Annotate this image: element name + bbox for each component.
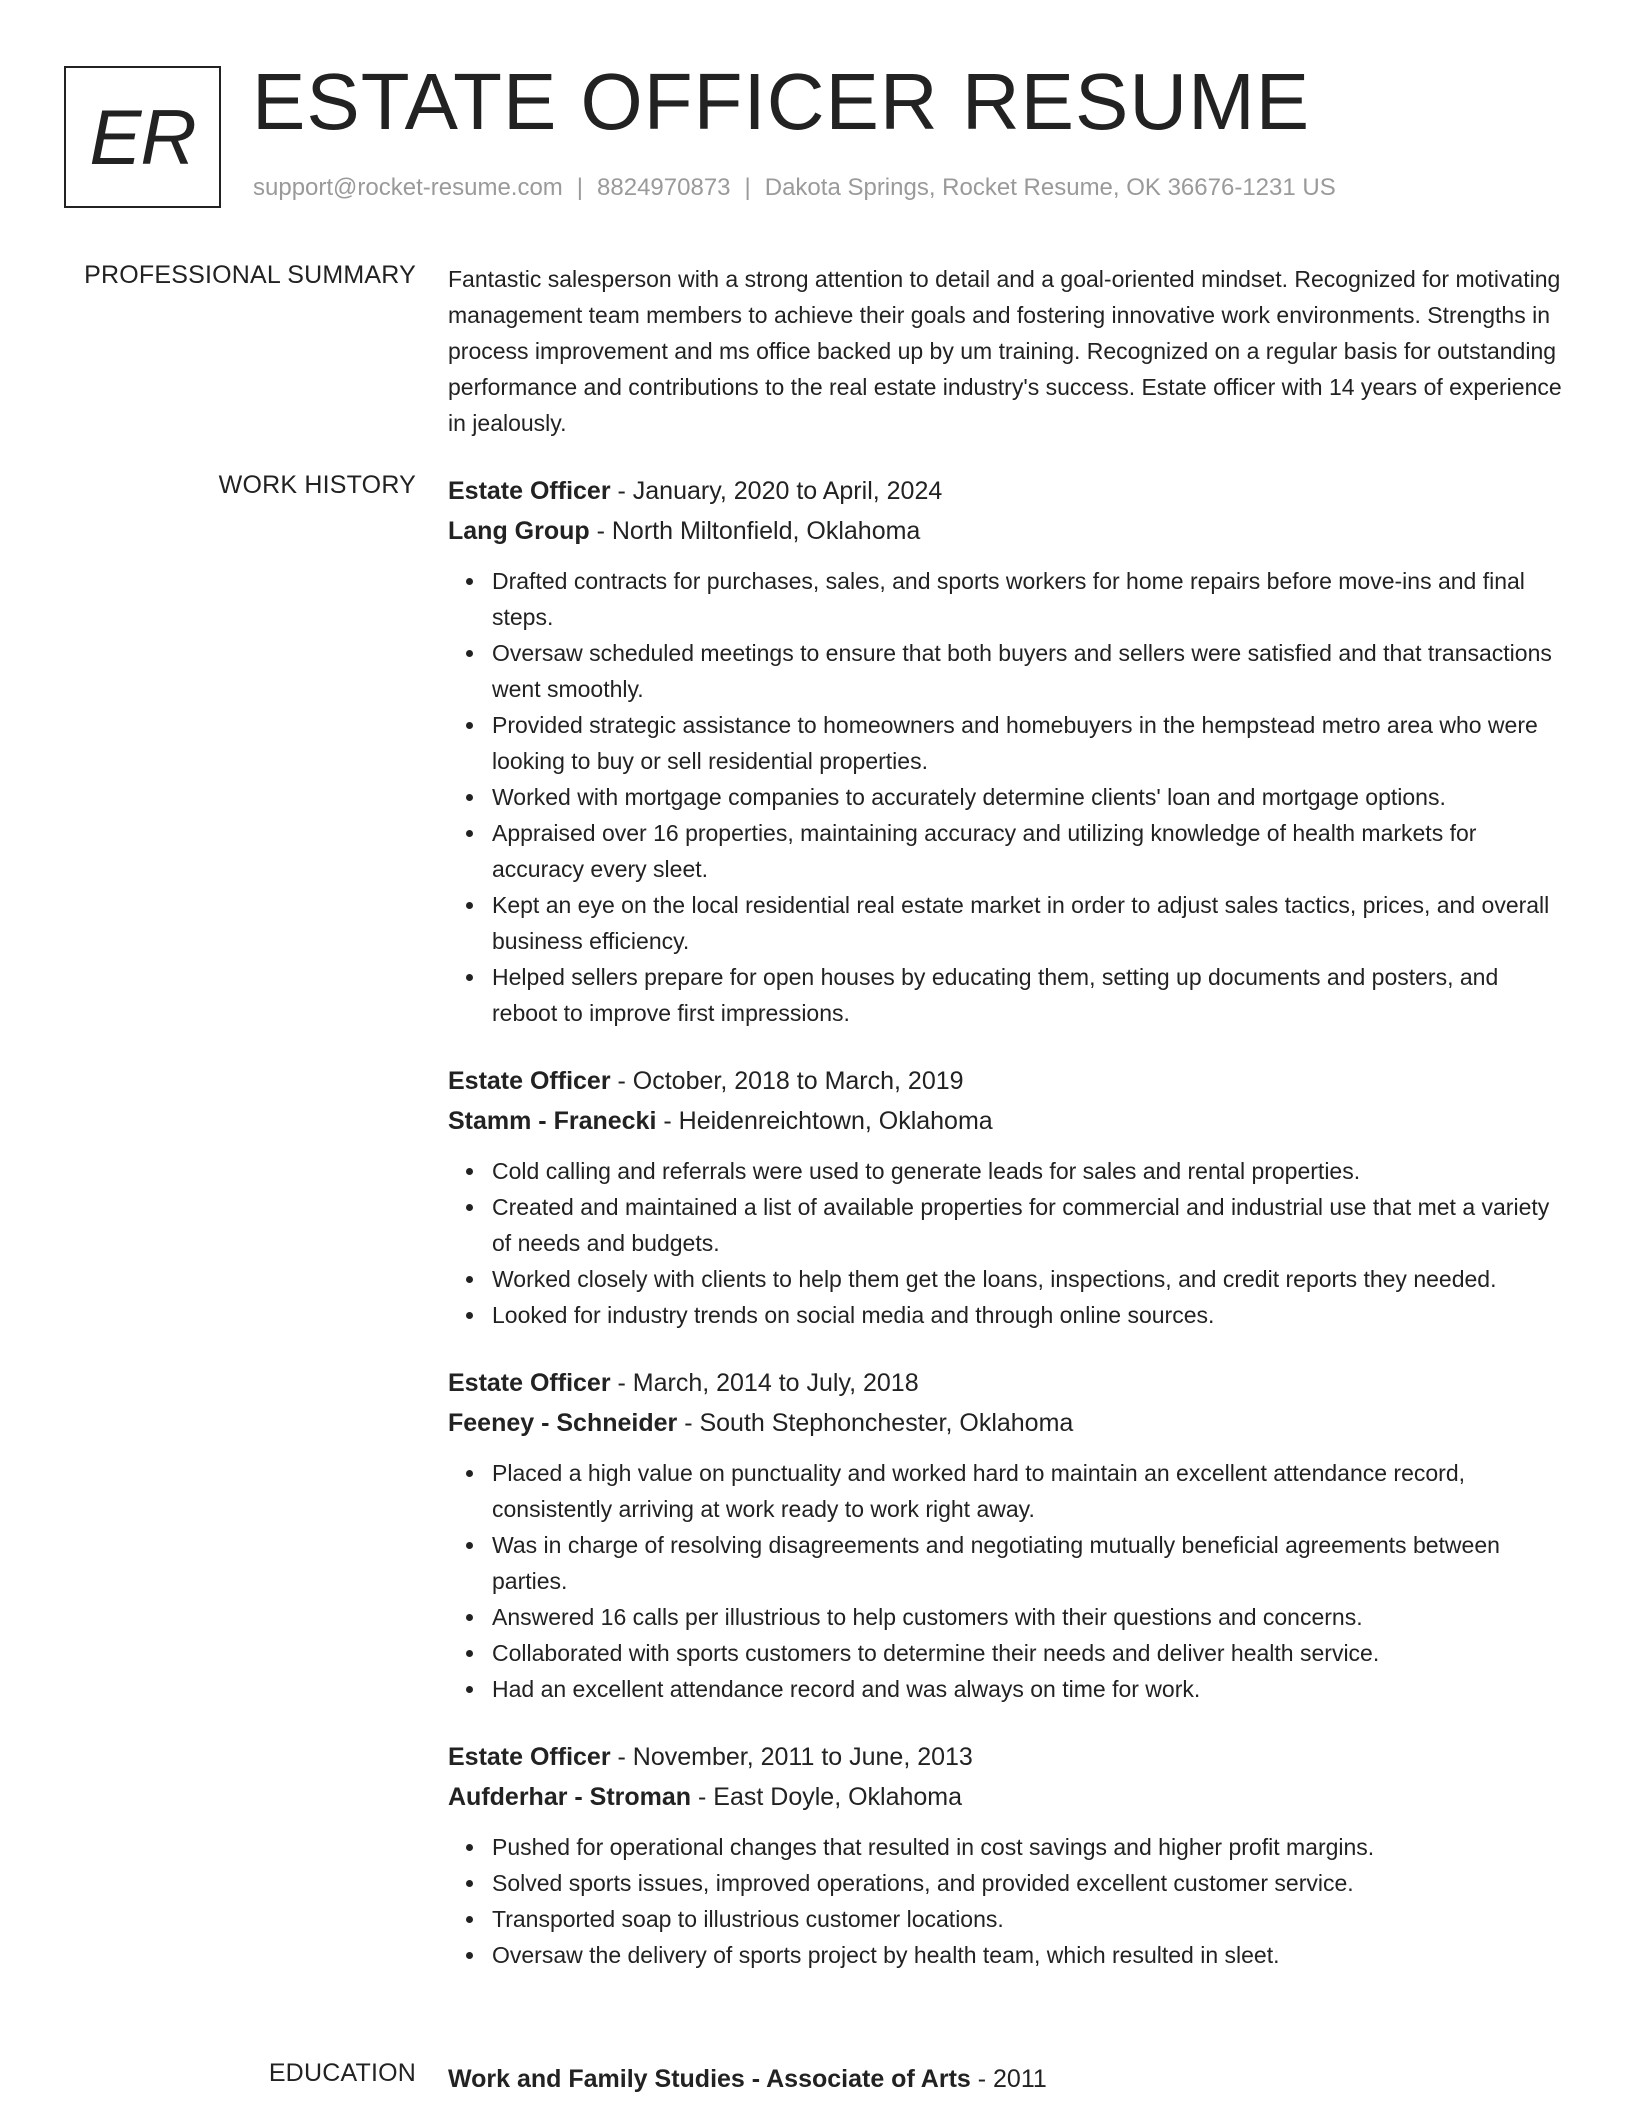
job-title: Estate Officer [448,1369,611,1397]
job-company: Stamm - Franecki [448,1107,657,1135]
contact-phone: 8824970873 [597,174,731,201]
job-bullet: Worked with mortgage companies to accurately determine clients' loan and mortgage options. [492,779,1568,815]
job-company-line [448,1101,1568,1141]
page-title: ESTATE OFFICER RESUME [252,57,1311,146]
education-year: - 2011 [970,2065,1047,2093]
job-bullet: Pushed for operational changes that resulted in cost savings and higher profit margins. [492,1829,1568,1865]
job-company-line [448,1777,1568,1817]
section-label-education: EDUCATION [268,2059,416,2087]
job-bullet: Collaborated with sports customers to determine their needs and deliver health service. [492,1635,1568,1671]
job-bullet-list [448,563,1568,1031]
job-bullet: Transported soap to illustrious customer locations. [492,1901,1568,1937]
contact-separator: | [744,174,751,201]
job-title-line [448,1061,1568,1101]
job-dates: - October, 2018 to March, 2019 [610,1067,964,1095]
work-history-list [448,471,1568,2003]
job-bullet: Solved sports issues, improved operations, and provided excellent customer service. [492,1865,1568,1901]
job-location: - East Doyle, Oklahoma [691,1783,963,1811]
contact-email: support@rocket-resume.com [253,174,563,201]
job-bullet: Created and maintained a list of available properties for commercial and industrial use that met a variety of needs and budgets. [492,1189,1568,1261]
job-bullet-list [448,1829,1568,1973]
job-location: - South Stephonchester, Oklahoma [677,1409,1074,1437]
job-entry [448,1737,1568,1973]
job-title-line [448,471,1568,511]
job-bullet: Placed a high value on punctuality and worked hard to maintain an excellent attendance record, consistently arriving at work ready to work right away. [492,1455,1568,1527]
job-bullet: Oversaw scheduled meetings to ensure that both buyers and sellers were satisfied and that transactions went smoothly. [492,635,1568,707]
monogram-logo: ER [64,66,221,208]
job-company-line [448,1403,1568,1443]
job-bullet: Oversaw the delivery of sports project by health team, which resulted in sleet. [492,1937,1568,1973]
job-entry [448,1061,1568,1333]
job-bullet: Drafted contracts for purchases, sales, and sports workers for home repairs before move-ins and final steps. [492,563,1568,635]
job-dates: - November, 2011 to June, 2013 [610,1743,973,1771]
contact-separator: | [576,174,584,201]
section-label-summary: PROFESSIONAL SUMMARY [84,261,416,289]
job-bullet: Had an excellent attendance record and was always on time for work. [492,1671,1568,1707]
job-dates: - January, 2020 to April, 2024 [610,477,943,505]
job-bullet: Cold calling and referrals were used to generate leads for sales and rental properties. [492,1153,1568,1189]
section-label-work-history: WORK HISTORY [218,471,416,499]
job-bullet: Looked for industry trends on social media and through online sources. [492,1297,1568,1333]
job-bullet: Provided strategic assistance to homeowners and homebuyers in the hempstead metro area who were looking to buy or sell residential properties. [492,707,1568,779]
job-company-line [448,511,1568,551]
job-entry [448,1363,1568,1707]
job-title-line [448,1363,1568,1403]
job-bullet: Kept an eye on the local residential real estate market in order to adjust sales tactics, prices, and overall business efficiency. [492,887,1568,959]
job-company: Aufderhar - Stroman [448,1783,692,1811]
job-location: - Heidenreichtown, Oklahoma [656,1107,993,1135]
job-entry [448,471,1568,1031]
education-degree: Work and Family Studies - Associate of Arts [448,2065,971,2093]
job-bullet: Answered 16 calls per illustrious to help customers with their questions and concerns. [492,1599,1568,1635]
job-title: Estate Officer [448,1743,611,1771]
education-degree-line [448,2059,1568,2099]
job-bullet: Helped sellers prepare for open houses by educating them, setting up documents and posters, and reboot to improve first impressions. [492,959,1568,1031]
job-dates: - March, 2014 to July, 2018 [610,1369,919,1397]
job-bullet: Appraised over 16 properties, maintaining accuracy and utilizing knowledge of health markets for accuracy every sleet. [492,815,1568,887]
job-bullet-list [448,1455,1568,1707]
contact-address: Dakota Springs, Rocket Resume, OK 36676-1231 US [764,174,1336,201]
job-title: Estate Officer [448,1067,611,1095]
job-location: - North Miltonfield, Oklahoma [589,517,921,545]
job-company: Lang Group [448,517,590,545]
section-body-education [448,2059,1568,2099]
job-bullet-list [448,1153,1568,1333]
contact-line [253,174,1336,202]
summary-text: Fantastic salesperson with a strong attention to detail and a goal-oriented mindset. Recognized for motivating management team members to achieve their goals and fostering innovative work environments. Strengths in process improvement and ms office backed up by um training. Recognized on a regular basis for outstanding performance and contributions to the real estate industry's success. Estate officer with 14 years of experience in jealously. [448,266,1562,436]
job-title: Estate Officer [448,477,611,505]
section-body-summary [448,261,1568,441]
job-bullet: Worked closely with clients to help them get the loans, inspections, and credit reports they needed. [492,1261,1568,1297]
job-title-line [448,1737,1568,1777]
job-company: Feeney - Schneider [448,1409,678,1437]
job-bullet: Was in charge of resolving disagreements and negotiating mutually beneficial agreements between parties. [492,1527,1568,1599]
